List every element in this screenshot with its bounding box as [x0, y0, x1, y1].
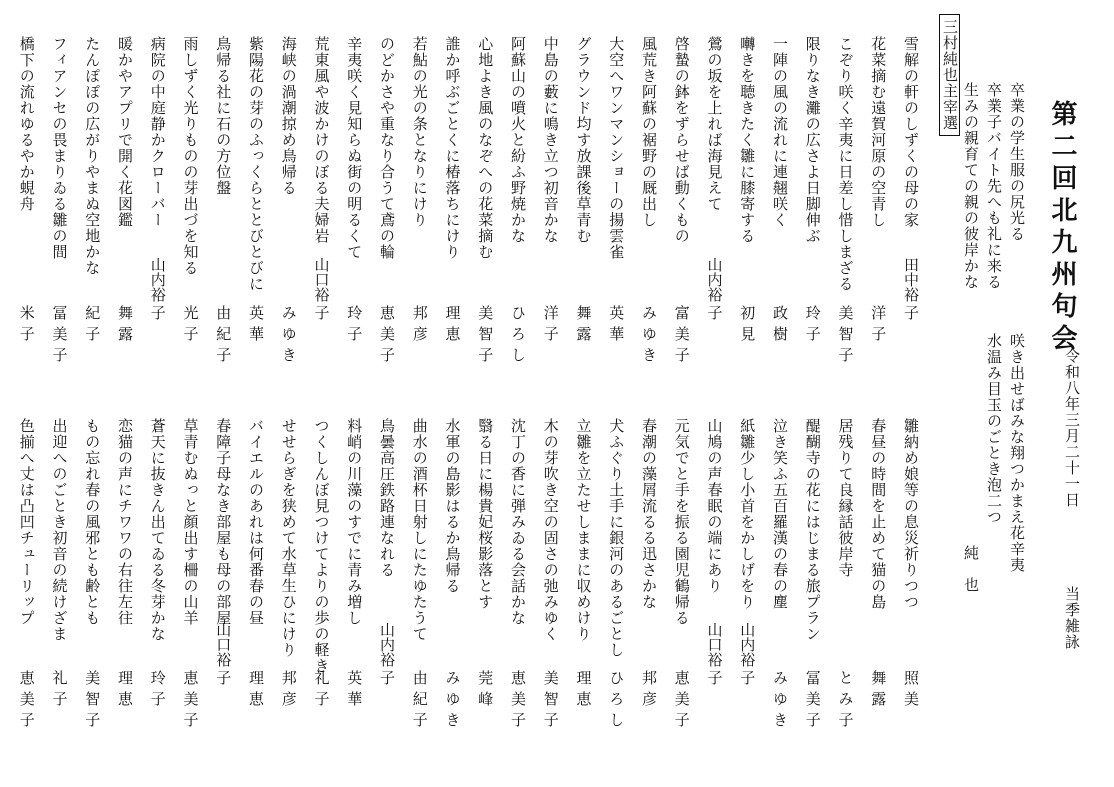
intro-haiku: 卒業の学生服の尻光る	[1008, 82, 1026, 242]
author-name: 洋子	[541, 305, 560, 347]
haiku-text: 一陣の風の流れに連翹咲く	[771, 36, 789, 228]
date-line: 令和八年三月二十一日	[1063, 348, 1081, 508]
author-name: 玲子	[345, 305, 364, 347]
intro-haiku: 卒業子バイト先へも礼に来る	[985, 82, 1003, 290]
author-surname: 山内裕	[705, 257, 724, 302]
haiku-text: 荒東風や波かけのぼる夫婦岩	[312, 36, 331, 244]
haiku-text: 中島の藪に鳴き立つ初音かな	[541, 36, 560, 244]
haiku-text: つくしんぼ見つけてよりの歩の軽き	[312, 418, 331, 674]
author-name: 玲子	[803, 305, 822, 347]
haiku-text: 出迎へのごとき初音の続けざま	[50, 418, 69, 642]
author-name: 政樹	[771, 305, 789, 347]
author-name: 子	[214, 670, 233, 691]
author-name: 冨美子	[50, 305, 69, 368]
haiku-text: 山鳩の声春眠の端にあり	[705, 418, 724, 594]
haiku-text: せせらぎを狭めて水草生ひにけり	[279, 418, 298, 658]
author-name: とみ子	[836, 670, 855, 733]
author-name: 紀子	[83, 305, 102, 347]
author-name: 恵美子	[672, 670, 691, 733]
author-name: 由紀子	[410, 670, 429, 733]
author-name: 英華	[607, 305, 626, 347]
author-name: 米子	[17, 305, 36, 347]
haiku-text: 春障子母なき部屋も母の部屋	[214, 418, 233, 626]
author-name: みゆき	[640, 305, 658, 368]
editor-label: 三村純也主宰選	[939, 14, 960, 136]
intro-haiku: 咲き出せばみな翔つかまえ花辛夷	[1008, 333, 1026, 573]
author-name: みゆき	[279, 305, 298, 368]
author-name: ひろし	[509, 305, 527, 368]
haiku-text: 鳥帰る社に石の方位盤	[214, 36, 233, 196]
haiku-text: 辛夷咲く見知らぬ街の明るくて	[345, 36, 364, 260]
haiku-text: 紫陽花の芽のふっくらととびとびに	[247, 36, 265, 292]
author-surname: 山口裕	[705, 622, 724, 667]
haiku-text: 沈丁の香に弾みゐる会話かな	[509, 418, 527, 626]
haiku-text: 鳥曇高圧鉄路連なれる	[378, 418, 396, 578]
haiku-text: 病院の中庭静かクローバー	[148, 36, 167, 228]
haiku-text: のどかさや重なり合うて鳶の輪	[378, 36, 396, 260]
haiku-text: 水軍の島影はるか鳥帰る	[443, 418, 462, 594]
haiku-text: 春潮の藻屑流るる迅さかな	[640, 418, 658, 610]
haiku-text: 誰か呼ぶごとくに椿落ちにけり	[443, 36, 462, 260]
haiku-text: 紙雛少し小首をかしげをり	[738, 418, 757, 610]
haiku-text: 草青むぬっと顔出す柵の山羊	[181, 418, 200, 626]
author-name: 恵美子	[17, 670, 36, 733]
author-name: ひろし	[607, 670, 626, 733]
haiku-text: フィアンセの畏まりゐる雛の間	[50, 36, 69, 260]
page-title: 第二回北九州句会	[1047, 100, 1077, 356]
haiku-text: 鶯の坂を上れば海見えて	[705, 36, 724, 212]
author-name: 邦彦	[279, 670, 298, 712]
author-name: 子	[738, 670, 757, 691]
haiku-text: 雨しずく光りものの芽出づを知る	[181, 36, 200, 276]
author-name: 子	[378, 670, 396, 691]
author-name: 英華	[345, 670, 364, 712]
author-name: 礼子	[50, 670, 69, 712]
haiku-text: 元気でと手を振る園児鶴帰る	[672, 418, 691, 626]
haiku-text: 心地よき風のなぞへの花菜摘む	[476, 36, 495, 260]
author-name: 莞峰	[476, 670, 495, 712]
author-name: みゆき	[771, 670, 789, 733]
haiku-text: 居残りて良縁話彼岸寺	[836, 418, 855, 578]
haiku-text: 暖かやアプリで開く花図鑑	[116, 36, 134, 228]
haiku-text: 風荒き阿蘇の裾野の厩出し	[640, 36, 658, 228]
author-name: 子	[902, 305, 920, 326]
haiku-text: 料峭の川藻のすでに青み増し	[345, 418, 364, 626]
author-surname: 山内裕	[148, 257, 167, 302]
author-name: 照美	[902, 670, 920, 712]
haiku-text: 花菜摘む遠賀河原の空青し	[869, 36, 888, 228]
author-name: 舞露	[869, 670, 888, 712]
author-name: 理恵	[443, 305, 462, 347]
author-name: 舞露	[116, 305, 134, 347]
section-label: 当季雑詠	[1063, 586, 1081, 650]
author-name: 理恵	[574, 670, 593, 712]
haiku-text: 恋猫の声にチワワの右往左往	[116, 418, 134, 626]
author-name: 由紀子	[214, 305, 233, 368]
haiku-text: 曲水の酒杯日射しにたゆたうて	[410, 418, 429, 642]
haiku-text: グラウンド均す放課後草青む	[574, 36, 593, 244]
author-surname: 山口裕	[312, 257, 331, 302]
haiku-text: 犬ふぐり土手に銀河のあるごとし	[607, 418, 626, 658]
haiku-text: 雪解の軒のしずくの母の家	[902, 36, 920, 228]
author-name: 礼子	[312, 670, 331, 712]
author-surname: 山内裕	[738, 622, 757, 667]
author-name: 理恵	[247, 670, 265, 712]
intro-haiku: 生みの親育ての親の彼岸かな	[962, 82, 980, 290]
author-name: 舞露	[574, 305, 593, 347]
haiku-text: 阿蘇山の噴火と紛ふ野焼かな	[509, 36, 527, 244]
author-name: 恵美子	[509, 670, 527, 733]
author-name: 美智子	[541, 670, 560, 733]
haiku-text: 囀きを聴きたく雛に膝寄する	[738, 36, 757, 244]
author-surname: 田中裕	[902, 257, 920, 302]
author-name: 子	[705, 305, 724, 326]
author-name: 子	[148, 305, 167, 326]
author-name: 邦彦	[410, 305, 429, 347]
haiku-text: 醍醐寺の花にはじまる旅プラン	[803, 418, 822, 642]
haiku-text: 大空へワンマンショーの揚雲雀	[607, 36, 626, 260]
haiku-text: 翳る日に楊貴妃桜影落とす	[476, 418, 495, 610]
haiku-text: こぞり咲く辛夷に日差し惜しまざる	[836, 36, 855, 292]
intro-haiku: 水温み目玉のごとき泡二つ	[985, 333, 1003, 525]
author-name: 理恵	[116, 670, 134, 712]
haiku-text: たんぽぽの広がりやまぬ空地かな	[83, 36, 102, 276]
author-name: 美智子	[476, 305, 495, 368]
author-name: 美智子	[83, 670, 102, 733]
author-name: 子	[312, 305, 331, 326]
author-name: 恵美子	[181, 670, 200, 733]
author-name: 恵美子	[378, 305, 396, 368]
haiku-text: 啓蟄の鉢をずらせば動くもの	[672, 36, 691, 244]
author-name: 英華	[247, 305, 265, 347]
author-name: みゆき	[443, 670, 462, 733]
haiku-text: 春昼の時間を止めて猫の島	[869, 418, 888, 610]
author-name: 子	[705, 670, 724, 691]
haiku-text: 泣き笑ふ五百羅漢の春の塵	[771, 418, 789, 610]
haiku-text: バイエルのあれは何番春の昼	[247, 418, 265, 626]
author-surname: 山口裕	[214, 622, 233, 667]
haiku-text: 若鮎の光の条となりにけり	[410, 36, 429, 228]
author-name: 美智子	[836, 305, 855, 368]
author-name: 初見	[738, 305, 757, 347]
haiku-text: 雛納め娘等の息災祈りつつ	[902, 418, 920, 610]
author-name: 玲子	[148, 670, 167, 712]
intro-author: 純 也	[962, 545, 980, 593]
author-name: 富美子	[672, 305, 691, 368]
haiku-text: 色揃へ丈は凸凹チューリップ	[17, 418, 36, 626]
haiku-text: もの忘れ春の風邪とも齢とも	[83, 418, 102, 626]
haiku-text: 限りなき灘の広さよ日脚伸ぶ	[803, 36, 822, 244]
haiku-text: 蒼天に抜きん出てゐる冬芽かな	[148, 418, 167, 642]
author-name: 洋子	[869, 305, 888, 347]
author-name: 邦彦	[640, 670, 658, 712]
haiku-text: 橋下の流れゆるやか蜆舟	[17, 36, 36, 212]
haiku-text: 立雛を立たせしままに収めけり	[574, 418, 593, 642]
haiku-text: 木の芽吹き空の固さの弛みゆく	[541, 418, 560, 642]
author-name: 光子	[181, 305, 200, 347]
author-surname: 山内裕	[378, 622, 396, 667]
haiku-text: 海峡の渦潮掠め鳥帰る	[279, 36, 298, 196]
author-name: 冨美子	[803, 670, 822, 733]
